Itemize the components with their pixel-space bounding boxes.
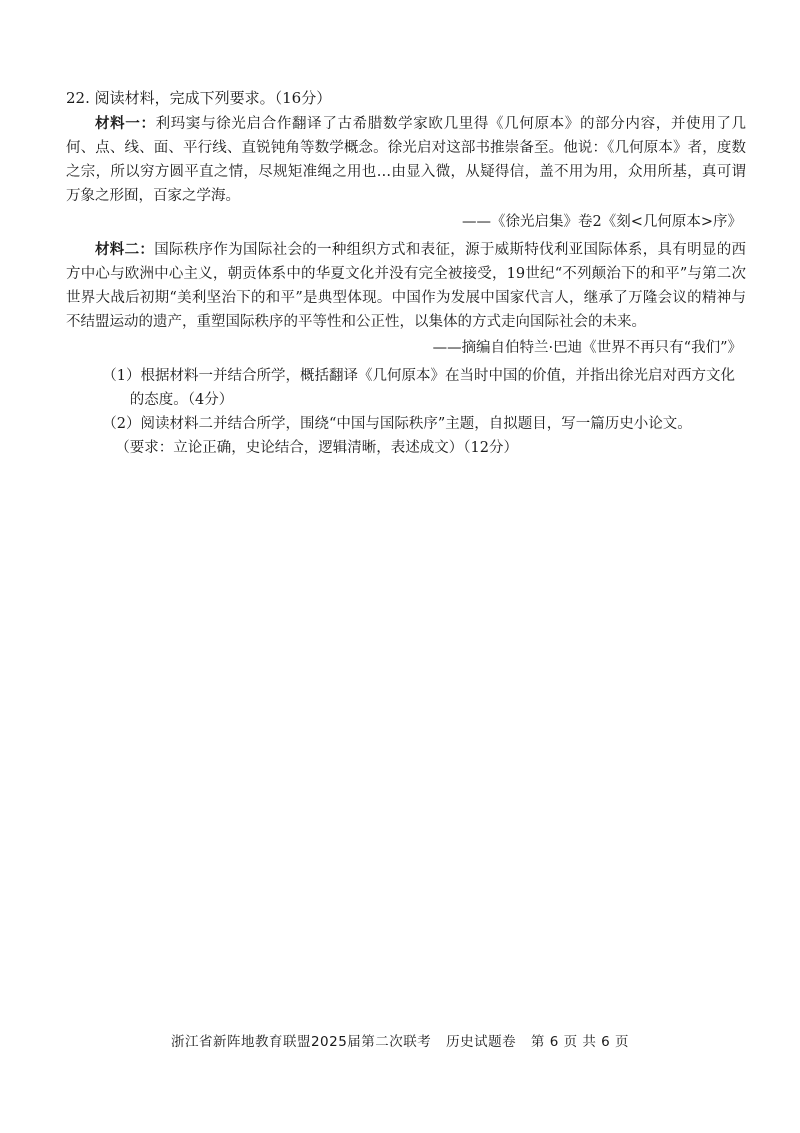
- footer-subject: 历史试题卷: [446, 1034, 517, 1050]
- question-title: 22. 阅读材料，完成下列要求。（16分）: [66, 89, 332, 107]
- question-block: [66, 86, 746, 460]
- material-one-text: 利玛窦与徐光启合作翻译了古希腊数学家欧几里得《几何原本》的部分内容，并使用了几何、点、线、面、平行线、直锐钝角等数学概念。徐光启对这部书推崇备至。他说：《几何原本》者，度数之宗，所以穷方圆平直之情，尽规矩准绳之用也…由显入微，从疑得信，盖不用为用，众用所基，真可谓万象之形囿，百家之学海。: [66, 116, 747, 204]
- sub-question-2-requirement: （要求：立论正确，史论结合，逻辑清晰，表述成文）（12分）: [115, 440, 518, 456]
- material-two-text: 国际秩序作为国际社会的一种组织方式和表征，源于威斯特伐利亚国际体系，具有明显的西方中心与欧洲中心主义，朝贡体系中的华夏文化并没有完全被接受，19世纪“不列颠治下的和平”与第二次世界大战后初期“美利坚治下的和平”是典型体现。中国作为发展中国家代言人，继承了万隆会议的精神与不结盟运动的遗产，重塑国际秩序的平等性和公正性，以集体的方式走向国际社会的未来。: [66, 242, 747, 330]
- material-two-label: 材料二：: [95, 241, 155, 258]
- footer-page-info: 第 6 页 共 6 页: [530, 1034, 630, 1050]
- material-two: [66, 238, 746, 334]
- material-one-label: 材料一：: [95, 115, 156, 132]
- sub-question-2: （2）阅读材料二并结合所学，围绕“中国与国际秩序”主题，自拟题目，写一篇历史小论文。: [102, 416, 692, 432]
- footer-exam-name: 浙江省新阵地教育联盟2025届第二次联考: [170, 1034, 432, 1050]
- material-two-source: ——摘编自伯特兰·巴迪《世界不再只有“我们”》: [432, 340, 742, 356]
- material-one-source: ——《徐光启集》卷2《刻<几何原本>序》: [461, 214, 742, 230]
- page-footer: [0, 1030, 800, 1050]
- material-one: [66, 112, 746, 208]
- sub-question-1: （1）根据材料一并结合所学，概括翻译《几何原本》在当时中国的价值，并指出徐光启对西方文化的态度。（4分）: [102, 368, 735, 408]
